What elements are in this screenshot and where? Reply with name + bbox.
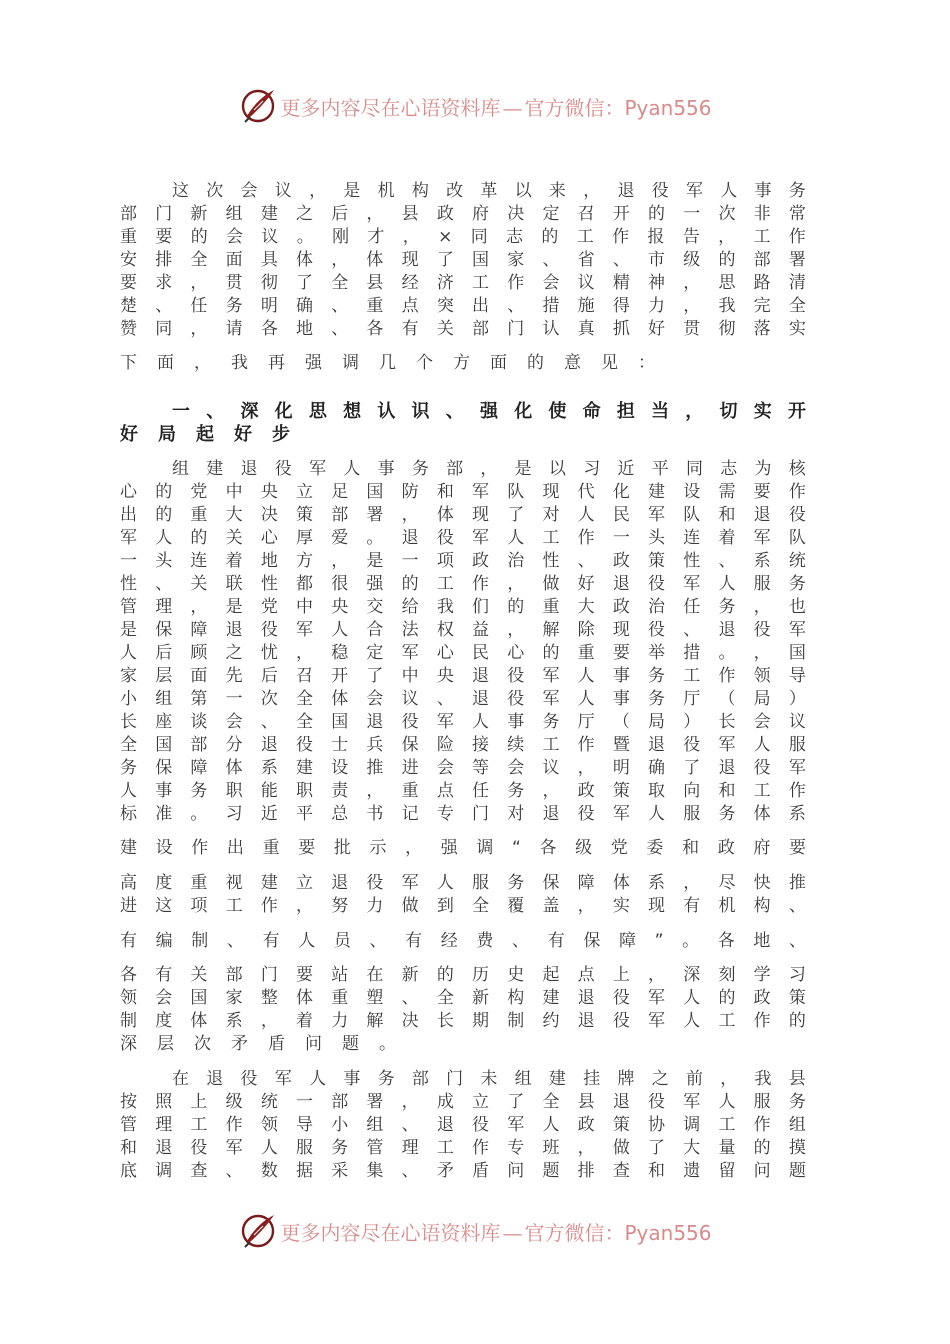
section-heading-line: 好 局 起 好 步	[120, 424, 290, 445]
text-line: 性 、 关 联 性 都 很 强 的 工 作 ， 做 好 退 役 军 人 服 务	[120, 574, 806, 594]
text-line: 制 度 体 系 ， 着 力 解 决 长 期 制 约 退 役 军 人 工 作 的	[120, 1011, 806, 1031]
text-line: 管 理 ， 是 党 中 央 交 给 我 们 的 重 大 政 治 任 务 ， 也	[120, 597, 806, 617]
text-line: 高 度 重 视 建 立 退 役 军 人 服 务 保 障 体 系 ， 尽 快 推	[120, 873, 806, 893]
text-line: 组 建 退 役 军 人 事 务 部 ， 是 以 习 近 平 同 志 为 核	[172, 459, 806, 479]
text-line: 这 次 会 议 ， 是 机 构 改 革 以 来 ， 退 役 军 人 事 务	[172, 181, 806, 201]
text-line: 管 理 工 作 领 导 小 组 、 退 役 军 人 政 策 协 调 工 作 组	[120, 1115, 806, 1135]
text-line: 一 头 连 着 地 方 ， 是 一 项 政 治 性 、 政 策 性 、 系 统	[120, 551, 806, 571]
text-line: 标 准 。 习 近 平 总 书 记 专 门 对 退 役 军 人 服 务 体 系	[120, 804, 806, 824]
text-line: 重 要 的 会 议 。 刚 才 ， × 同 志 的 工 作 报 告 ， 工 作	[120, 227, 806, 247]
text-line: 和 退 役 军 人 服 务 管 理 工 作 专 班 ， 做 了 大 量 的 摸	[120, 1138, 806, 1158]
quill-pen-logo-icon	[238, 86, 278, 126]
text-line: 长 座 谈 会 、 全 国 退 役 军 人 事 务 厅 （ 局 ） 长 会 议	[120, 712, 806, 732]
text-line: 下 面 ， 我 再 强 调 几 个 方 面 的 意 见 ：	[120, 353, 655, 373]
text-line: 出 的 重 大 决 策 部 署 ， 体 现 了 对 人 民 军 队 和 退 役	[120, 505, 806, 525]
banner-text: 更多内容尽在心语资料库 — 官方微信：Pyan556	[280, 95, 712, 120]
section-heading-line: 一 、 深 化 思 想 认 识 、 强 化 使 命 担 当 ， 切 实 开	[172, 401, 806, 422]
text-line: 进 这 项 工 作 ， 努 力 做 到 全 覆 盖 ， 实 现 有 机 构 、	[120, 896, 806, 916]
quill-pen-logo-icon	[238, 1211, 278, 1251]
text-line: 人 事 务 职 能 职 责 ， 重 点 任 务 ， 政 策 取 向 和 工 作	[120, 781, 806, 801]
text-line: 深 层 次 矛 盾 问 题 。	[120, 1034, 396, 1054]
text-line: 在 退 役 军 人 事 务 部 门 未 组 建 挂 牌 之 前 ， 我 县	[172, 1069, 806, 1089]
text-line: 有 编 制 、 有 人 员 、 有 经 费 、 有 保 障 ” 。 各 地 、	[120, 931, 806, 951]
text-line: 底 调 查 、 数 据 采 集 、 矛 盾 问 题 排 查 和 遗 留 问 题	[120, 1161, 806, 1181]
text-line: 家 层 面 先 后 召 开 了 中 央 退 役 军 人 事 务 工 作 领 导	[120, 666, 806, 686]
text-line: 楚 、 任 务 明 确 、 重 点 突 出 、 措 施 得 力 ， 我 完 全	[120, 296, 806, 316]
footer-banner	[0, 1211, 950, 1251]
text-line: 要 求 ， 贯 彻 了 全 县 经 济 工 作 会 议 精 神 ， 思 路 清	[120, 273, 806, 293]
text-line: 务 保 障 体 系 建 设 推 进 会 等 会 议 ， 明 确 了 退 役 军	[120, 758, 806, 778]
text-line: 全 国 部 分 退 役 士 兵 保 险 接 续 工 作 暨 退 役 军 人 服	[120, 735, 806, 755]
text-line: 领 会 国 家 整 体 重 塑 、 全 新 构 建 退 役 军 人 的 政 策	[120, 988, 806, 1008]
header-banner	[0, 86, 950, 126]
text-line: 各 有 关 部 门 要 站 在 新 的 历 史 起 点 上 ， 深 刻 学 习	[120, 965, 806, 985]
text-line: 安 排 全 面 具 体 ， 体 现 了 国 家 、 省 、 市 级 的 部 署	[120, 250, 806, 270]
text-line: 军 人 的 关 心 厚 爱 。 退 役 军 人 工 作 一 头 连 着 军 队	[120, 528, 806, 548]
text-line: 心 的 党 中 央 立 足 国 防 和 军 队 现 代 化 建 设 需 要 作	[120, 482, 806, 502]
text-line: 部 门 新 组 建 之 后 ， 县 政 府 决 定 召 开 的 一 次 非 常	[120, 204, 806, 224]
banner-text: 更多内容尽在心语资料库 — 官方微信：Pyan556	[280, 1220, 712, 1245]
text-line: 人 后 顾 之 忧 ， 稳 定 军 心 民 心 的 重 要 举 措 。 ， 国	[120, 643, 806, 663]
text-line: 赞 同 ， 请 各 地 、 各 有 关 部 门 认 真 抓 好 贯 彻 落 实	[120, 319, 806, 339]
text-line: 建 设 作 出 重 要 批 示 ， 强 调 “ 各 级 党 委 和 政 府 要	[120, 838, 806, 858]
text-line: 按 照 上 级 统 一 部 署 ， 成 立 了 全 县 退 役 军 人 服 务	[120, 1092, 806, 1112]
text-line: 是 保 障 退 役 军 人 合 法 权 益 ， 解 除 现 役 、 退 役 军	[120, 620, 806, 640]
text-line: 小 组 第 一 次 全 体 会 议 、 退 役 军 人 事 务 厅 （ 局 ）	[120, 689, 806, 709]
